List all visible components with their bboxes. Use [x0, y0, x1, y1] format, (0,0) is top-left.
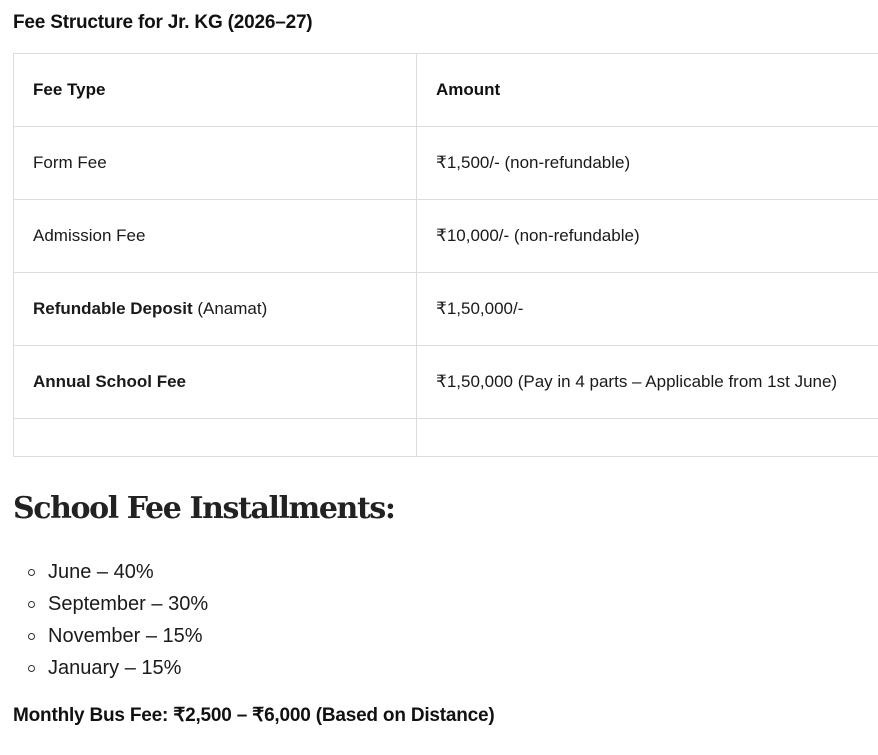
fee-type-cell — [14, 127, 417, 200]
circle-bullet-icon — [28, 601, 35, 608]
page-title: Fee Structure for Jr. KG (2026–27) — [13, 12, 313, 33]
installment-label: January – 15% — [48, 657, 182, 679]
list-item — [28, 588, 208, 620]
fee-type-label: Form Fee — [33, 153, 107, 172]
installments-heading: School Fee Installments: — [13, 491, 395, 526]
bus-fee-note: Monthly Bus Fee: ₹2,500 – ₹6,000 (Based on Distance) — [13, 705, 495, 726]
table-row — [14, 273, 878, 346]
fee-type-cell — [14, 419, 417, 457]
fee-type-cell — [14, 273, 417, 346]
installment-label: June – 40% — [48, 561, 154, 583]
amount-cell: ₹1,500/- (non-refundable) — [417, 127, 878, 200]
list-item — [28, 556, 208, 588]
header-fee-type: Fee Type — [14, 54, 417, 127]
fee-type-cell — [14, 346, 417, 419]
table-row — [14, 127, 878, 200]
table-row — [14, 346, 878, 419]
amount-cell: ₹1,50,000 (Pay in 4 parts – Applicable from 1st June) — [417, 346, 878, 419]
circle-bullet-icon — [28, 665, 35, 672]
list-item — [28, 620, 208, 652]
table-row — [14, 200, 878, 273]
amount-cell — [417, 419, 878, 457]
table-row-empty — [14, 419, 878, 457]
amount-cell: ₹10,000/- (non-refundable) — [417, 200, 878, 273]
installments-list — [28, 556, 208, 684]
table-header-row — [14, 54, 878, 127]
header-amount: Amount — [417, 54, 878, 127]
fee-type-bold: Annual School Fee — [33, 372, 187, 391]
fee-type-label: Admission Fee — [33, 226, 146, 245]
installment-label: November – 15% — [48, 625, 203, 647]
fee-table — [13, 53, 878, 457]
fee-type-bold: Refundable Deposit — [33, 299, 193, 318]
fee-type-cell — [14, 200, 417, 273]
circle-bullet-icon — [28, 633, 35, 640]
amount-cell: ₹1,50,000/- — [417, 273, 878, 346]
fee-type-label: (Anamat) — [192, 299, 268, 318]
installment-label: September – 30% — [48, 593, 209, 615]
list-item — [28, 652, 208, 684]
circle-bullet-icon — [28, 569, 35, 576]
